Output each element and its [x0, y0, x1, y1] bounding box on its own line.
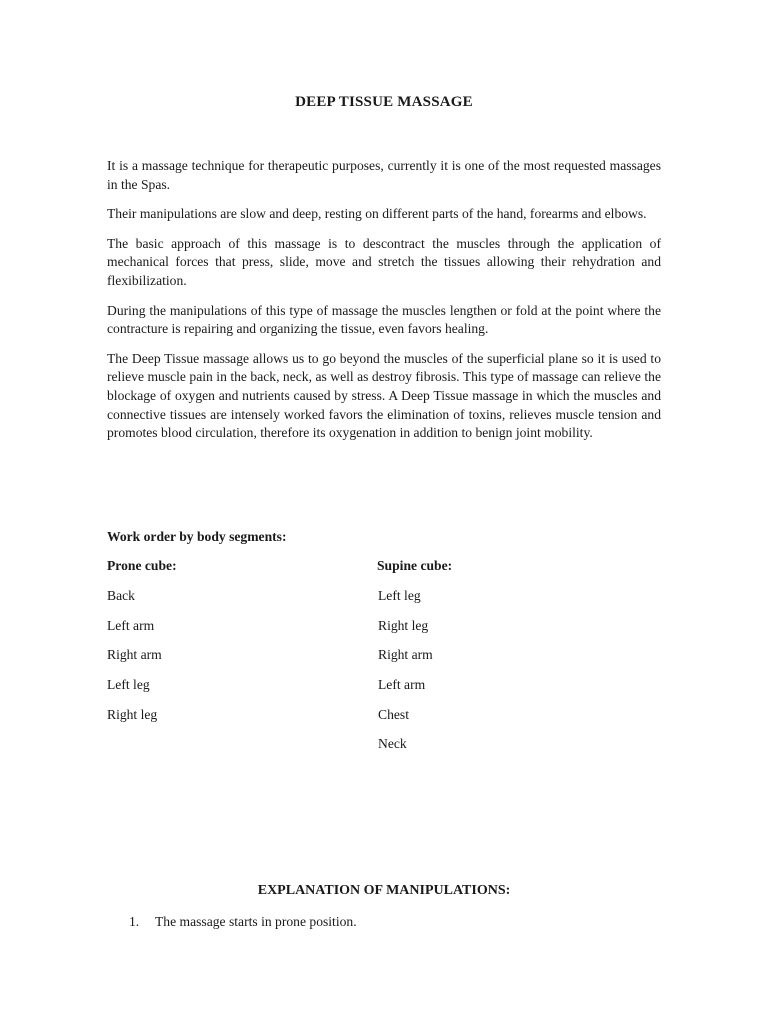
body-paragraphs: [107, 157, 661, 454]
paragraph: The basic approach of this massage is to descontract the muscles through the application of mechanical forces that press, slide, move and stretch the tissues allowing their rehydration and flexibilization.: [107, 235, 661, 288]
list-item: Left arm: [378, 677, 426, 693]
work-order-heading: Work order by body segments:: [107, 529, 287, 544]
numbered-item: [129, 914, 357, 930]
prone-heading: Prone cube:: [107, 558, 177, 573]
list-item: Right arm: [378, 647, 433, 663]
prone-column: [107, 558, 177, 736]
explanation-heading: EXPLANATION OF MANIPULATIONS:: [257, 883, 511, 898]
list-item: Left leg: [107, 677, 150, 693]
list-item: Back: [107, 588, 135, 603]
list-item: Right arm: [107, 647, 162, 663]
paragraph: It is a massage technique for therapeutic purposes, currently it is one of the most requested massages in the Spas.: [107, 158, 661, 192]
paragraph: The Deep Tissue massage allows us to go beyond the muscles of the superficial plane so it is used to relieve muscle pain in the back, neck, as well as destroy fibrosis. This type of massage can relieve the blockage of oxygen and nutrients caused by stress. A Deep Tissue massage in which the muscles and connective tissues are intensely worked favors the elimination of toxins, relieves muscle tension and promotes blood circulation, therefore its oxygenation in addition to benign joint mobility.: [107, 350, 661, 441]
list-item: Right leg: [378, 617, 429, 633]
list-item: Chest: [378, 706, 409, 722]
item-text: The massage starts in prone position.: [155, 914, 357, 929]
list-item: Neck: [378, 736, 407, 752]
explanation-list: [129, 914, 357, 930]
list-item: Right leg: [107, 706, 158, 722]
supine-column: [377, 558, 452, 766]
supine-heading: Supine cube:: [377, 558, 453, 573]
list-item: Left arm: [107, 617, 155, 633]
document-title: DEEP TISSUE MASSAGE: [295, 94, 473, 110]
item-number: 1.: [129, 914, 140, 929]
list-item: Left leg: [378, 588, 421, 603]
paragraph: During the manipulations of this type of massage the muscles lengthen or fold at the point where the contracture is repairing and organizing the tissue, even favors healing.: [107, 302, 661, 337]
paragraph: Their manipulations are slow and deep, resting on different parts of the hand, forearms and elbows.: [107, 206, 647, 222]
